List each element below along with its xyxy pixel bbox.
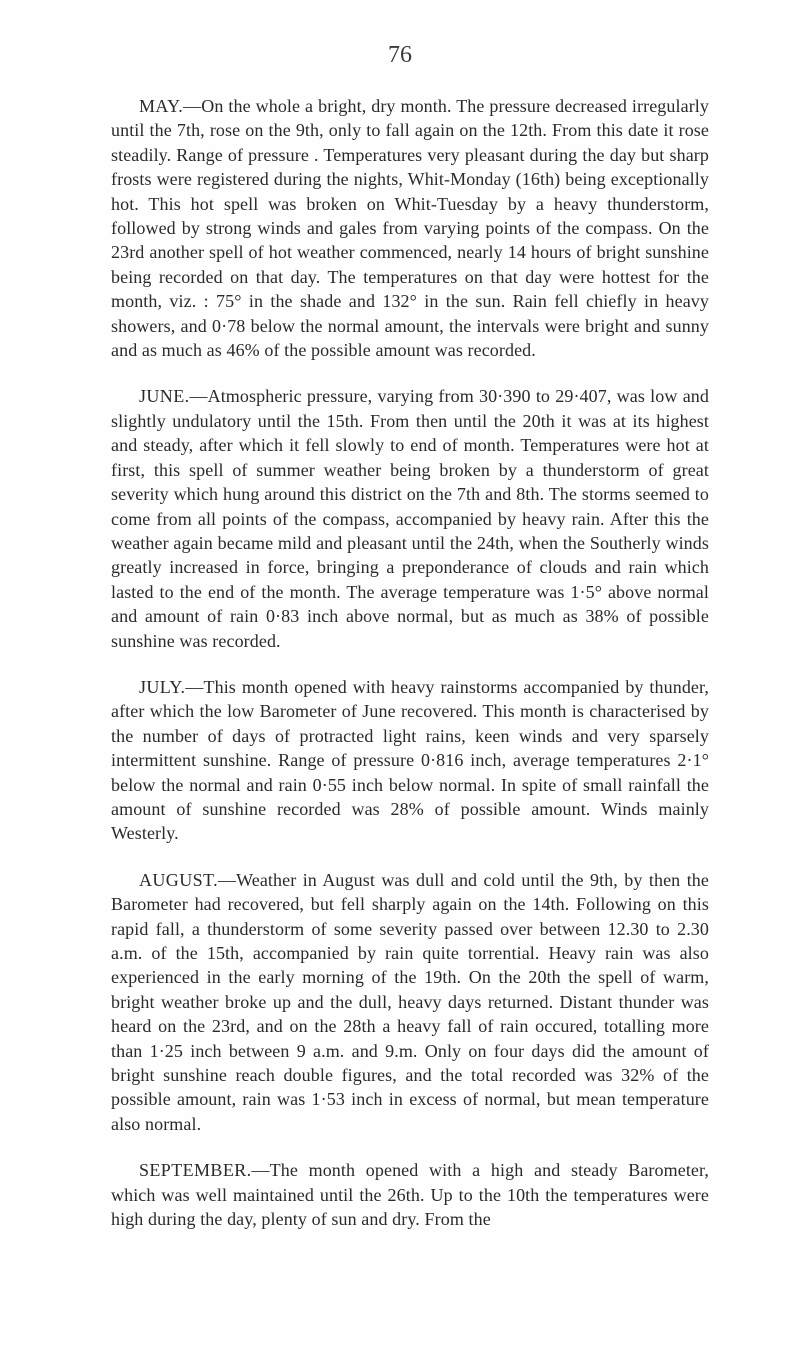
page-number: 76: [388, 42, 412, 68]
month-heading-september: SEPTEMBER.: [139, 1160, 252, 1181]
dash: [190, 386, 208, 406]
paragraph-september: [111, 1158, 709, 1231]
dash: [185, 677, 203, 697]
dash: [252, 1160, 270, 1180]
month-heading-june: JUNE.: [139, 386, 190, 407]
month-heading-july: JULY.: [139, 676, 186, 697]
month-heading-may: MAY.: [139, 96, 184, 116]
paragraph-may: [111, 94, 709, 362]
paragraph-text-july: This month opened with heavy rainstorms accompanied by thunder, after which the low Barometer of June recovered. This month is characterised by the number of days of protracted light rains, keen winds and very sparsely intermittent sunshine. Range of pressure 0·816 inch, average temperatures 2·1° below the normal and rain 0·55 inch below normal. In spite of small rainfall the amount of sunshine recorded was 28% of possible amount. Winds mainly Westerly.: [111, 676, 709, 844]
month-heading-august: AUGUST.: [139, 869, 218, 890]
paragraph-august: [111, 868, 709, 1136]
paragraph-text-august: Weather in August was dull and cold until the 9th, by then the Barometer had recovered, but fell sharply again on the 14th. Following on this rapid fall, a thunderstorm of some severity passed over between 12.30 to 2.30 a.m. of the 15th, accompanied by rain quite torrential. Heavy rain was also experienced in the early morning of the 19th. On the 20th the spell of warm, bright weather broke up and the dull, heavy days returned. Distant thunder was heard on the 23rd, and on the 28th a heavy fall of rain occured, totalling more than 1·25 inch between 9 a.m. and 9.m. Only on four days did the amount of bright sunshine reach double figures, and the total recorded was 32% of the possible amount, rain was 1·53 inch in excess of normal, but mean temperature also normal.: [111, 869, 709, 1134]
dash: [218, 870, 236, 890]
report-text: [111, 94, 709, 1231]
paragraph-text-may: On the whole a bright, dry month. The pressure decreased irregularly until the 7th, rose on the 9th, only to fall again on the 12th. From this date it rose steadily. Range of pressure . Temperatures very pleasant during the day but sharp frosts were registered during the nights, Whit-Monday (16th) being exceptionally hot. This hot spell was broken on Whit-Tuesday by a heavy thunderstorm, followed by strong winds and gales from varying points of the compass. On the 23rd another spell of hot weather commenced, nearly 14 hours of bright sunshine being recorded on that day. The temperatures on that day were hottest for the month, viz. : 75° in the shade and 132° in the sun. Rain fell chiefly in heavy showers, and 0·78 below the normal amount, the intervals were bright and sunny and as much as 46% of the possible amount was recorded.: [111, 96, 709, 361]
paragraph-text-september: The month opened with a high and steady Barometer, which was well maintained until the 26th. Up to the 10th the temperatures were high during the day, plenty of sun and dry. From the: [111, 1160, 709, 1230]
paragraph-july: [111, 675, 709, 846]
paragraph-text-june: Atmospheric pressure, varying from 30·390 to 29·407, was low and slightly undulatory until the 15th. From then until the 20th it was at its highest and steady, after which it fell slowly to end of month. Temperatures were hot at first, this spell of summer weather being broken by a thunderstorm of great severity which hung around this district on the 7th and 8th. The storms seemed to come from all points of the compass, accompanied by heavy rain. After this the weather again became mild and pleasant until the 24th, when the Southerly winds greatly increased in force, bringing a preponderance of clouds and rain which lasted to the end of the month. The average temperature was 1·5° above normal and amount of rain 0·83 inch above normal, but as much as 38% of possible sunshine was recorded.: [111, 386, 709, 651]
paragraph-june: [111, 384, 709, 652]
dash: [183, 96, 201, 116]
